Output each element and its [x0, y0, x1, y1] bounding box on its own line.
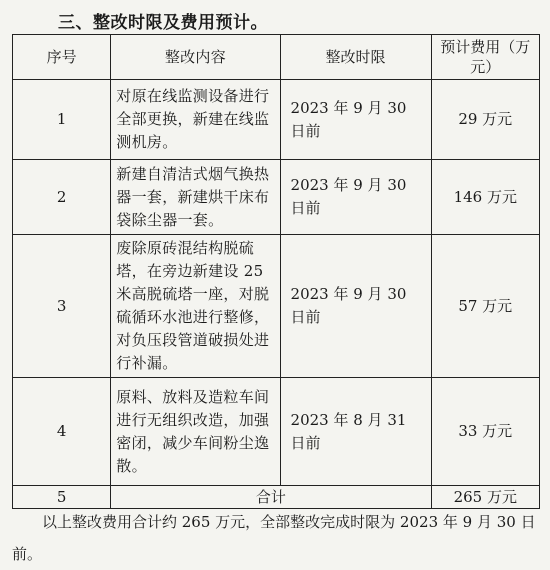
- header-time: 整改时限: [280, 35, 431, 80]
- row-content: 对原在线监测设备进行全部更换，新建在线监测机房。: [111, 80, 280, 160]
- row-content: 原料、放料及造粒车间进行无组织改造，加强密闭，减少车间粉尘逸散。: [111, 378, 280, 486]
- total-index: 5: [13, 486, 111, 509]
- row-time: 2023 年 9 月 30 日前: [280, 80, 431, 160]
- table-header-row: [13, 35, 540, 80]
- footer-text: 以上整改费用合计约 265 万元，全部整改完成时限为 2023 年 9 月 30 日前。: [12, 513, 536, 563]
- row-index: 1: [13, 80, 111, 160]
- table-row: [13, 80, 540, 160]
- table-row: [13, 235, 540, 378]
- footer-note: [12, 506, 540, 570]
- row-time: 2023 年 9 月 30 日前: [280, 235, 431, 378]
- row-index: 3: [13, 235, 111, 378]
- rectification-table: [12, 34, 540, 509]
- section-heading: 三、整改时限及费用预计。: [58, 13, 268, 33]
- row-index: 4: [13, 378, 111, 486]
- row-time: 2023 年 8 月 31 日前: [280, 378, 431, 486]
- table-row: [13, 378, 540, 486]
- header-cost: 预计费用（万元）: [431, 35, 539, 80]
- header-index: 序号: [13, 35, 111, 80]
- row-cost: 146 万元: [431, 160, 539, 235]
- row-cost: 57 万元: [431, 235, 539, 378]
- row-content: 新建自清洁式烟气换热器一套，新建烘干床布袋除尘器一套。: [111, 160, 280, 235]
- row-content: 废除原砖混结构脱硫塔，在旁边新建设 25 米高脱硫塔一座，对脱硫循环水池进行整修，对负压段管道破损处进行补漏。: [111, 235, 280, 378]
- table-row: [13, 160, 540, 235]
- header-content: 整改内容: [111, 35, 280, 80]
- total-cost: 265 万元: [431, 486, 539, 509]
- row-index: 2: [13, 160, 111, 235]
- total-label: 合计: [111, 486, 431, 509]
- row-cost: 29 万元: [431, 80, 539, 160]
- row-cost: 33 万元: [431, 378, 539, 486]
- row-time: 2023 年 9 月 30 日前: [280, 160, 431, 235]
